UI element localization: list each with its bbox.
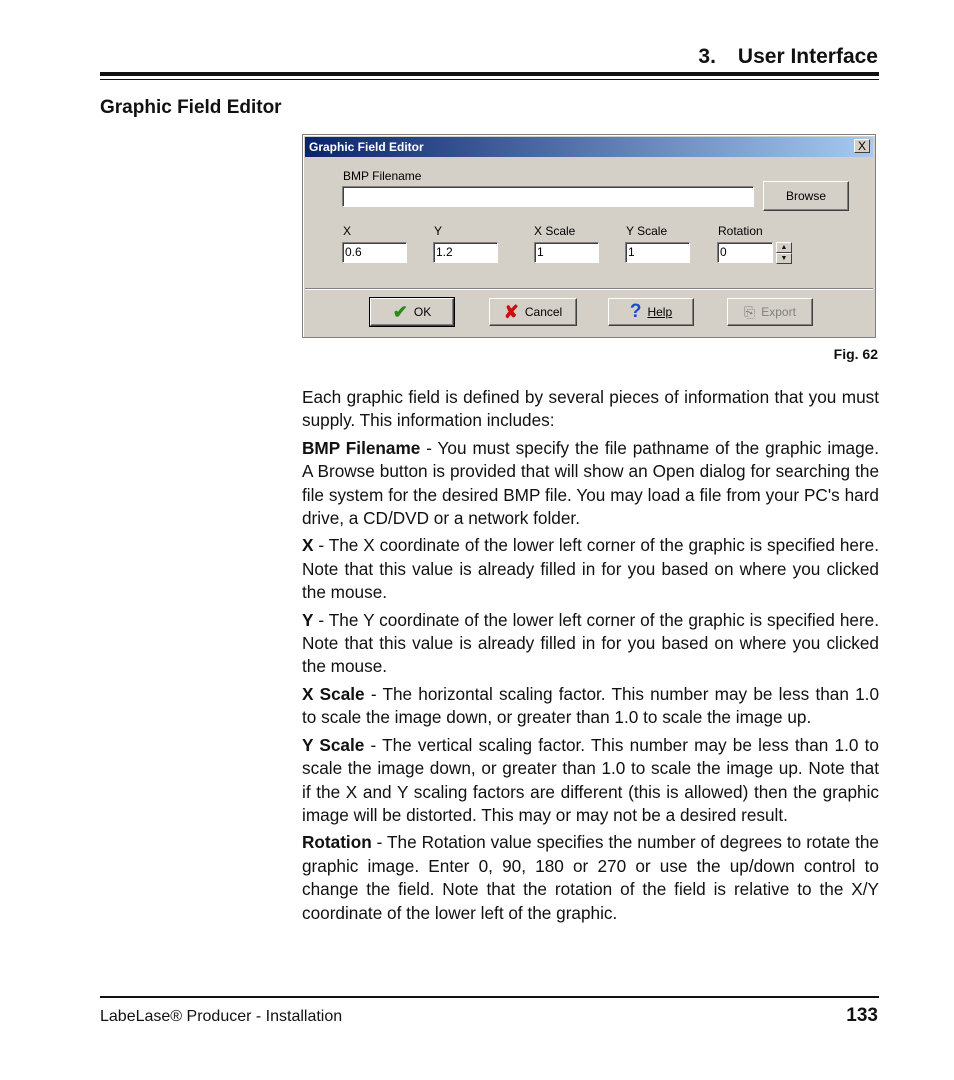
page-number: 133: [846, 1005, 878, 1026]
rotation-input[interactable]: 0: [717, 242, 773, 263]
check-icon: ✔: [392, 302, 408, 322]
y-scale-term: Y Scale: [302, 734, 365, 755]
cancel-label: Cancel: [524, 305, 563, 319]
y-label: Y: [434, 224, 443, 238]
graphic-field-editor-dialog: [302, 134, 876, 338]
x-scale-input[interactable]: 1: [534, 242, 599, 263]
close-icon: X: [857, 139, 866, 153]
y-input[interactable]: 1.2: [433, 242, 498, 263]
bmp-paragraph: [302, 437, 879, 531]
spin-down-arrow-icon[interactable]: ▼: [776, 253, 792, 264]
x-label: X: [343, 224, 352, 238]
help-button[interactable]: [608, 298, 694, 326]
intro-paragraph: Each graphic field is defined by several pieces of information that you must supply. This information includes:: [302, 387, 879, 431]
header-rule: [100, 72, 879, 76]
x-scale-description: - The horizontal scaling factor. This number may be less than 1.0 to scale the image down, or greater than 1.0 to scale the image up.: [302, 683, 880, 728]
ok-button[interactable]: [370, 298, 454, 326]
rotation-paragraph: [302, 831, 879, 925]
dialog-titlebar[interactable]: [305, 137, 873, 157]
footer-product: LabeLase® Producer - Installation: [100, 1008, 343, 1025]
body-text: [302, 386, 879, 929]
close-button[interactable]: [854, 139, 870, 153]
y-scale-label: Y Scale: [626, 224, 668, 238]
x-scale-label: X Scale: [534, 224, 576, 238]
browse-button[interactable]: [763, 181, 849, 211]
spin-up-arrow-icon[interactable]: ▲: [776, 242, 792, 253]
rotation-label: Rotation: [718, 224, 763, 238]
y-term: Y: [302, 609, 314, 630]
browse-label: Browse: [785, 189, 826, 203]
dialog-separator: [305, 288, 873, 290]
rotation-description: - The Rotation value specifies the number of degrees to rotate the graphic image. Enter 0, 90, 180 or 270 or use the up/down control to change the field. Note that the rotation of the field is relative to the X/Y coordinate of the lower left of the graphic.: [302, 832, 879, 923]
chapter-number: 3.: [698, 45, 716, 68]
y-scale-input[interactable]: 1: [625, 242, 690, 263]
y-description: - The Y coordinate of the lower left corner of the graphic is specified here. Note that this value is already filled in for you based on where you clicked the mouse.: [302, 609, 879, 677]
rotation-spinner[interactable]: [776, 242, 792, 264]
cancel-button[interactable]: [489, 298, 577, 326]
x-scale-paragraph: [302, 683, 879, 730]
x-scale-term: X Scale: [302, 683, 365, 704]
section-title: Graphic Field Editor: [100, 97, 282, 118]
export-icon: ⎘: [744, 304, 756, 320]
x-paragraph: [302, 534, 879, 604]
chapter-title: User Interface: [737, 45, 878, 68]
bmp-term: BMP Filename: [302, 437, 421, 458]
chapter-header: [698, 45, 878, 69]
y-scale-description: - The vertical scaling factor. This number may be less than 1.0 to scale the image down, or greater than 1.0 to scale the image up. Note that if the X and Y scaling factors are different (this is allowed) then the graphic image will be distorted. This may or may not be a desired result.: [302, 734, 879, 825]
cancel-x-icon: ✘: [503, 302, 519, 322]
bmp-description: - You must specify the file pathname of the graphic image. A Browse button is provided that will show an Open dialog for searching the file system for the desired BMP file. You may load a file from your PC's hard drive, a CD/DVD or a network folder.: [302, 437, 879, 529]
dialog-title: Graphic Field Editor: [309, 140, 424, 154]
x-input[interactable]: 0.6: [342, 242, 407, 263]
help-question-icon: ?: [629, 301, 642, 322]
rotation-term: Rotation: [302, 832, 372, 853]
ok-label: OK: [413, 305, 432, 319]
figure-label: Fig. 62: [833, 346, 878, 362]
x-term: X: [302, 535, 314, 556]
bmp-filename-label: BMP Filename: [343, 169, 422, 183]
y-paragraph: [302, 609, 879, 679]
x-description: - The X coordinate of the lower left corner of the graphic is specified here. Note that this value is already filled in for you based on where you clicked the mouse.: [302, 535, 879, 603]
help-label: Help: [647, 305, 673, 319]
y-scale-paragraph: [302, 734, 879, 828]
bmp-filename-input[interactable]: [342, 186, 754, 207]
export-label: Export: [761, 305, 796, 319]
footer-rule: [100, 996, 879, 998]
export-button[interactable]: [727, 298, 813, 326]
header-rule-thin: [100, 79, 879, 80]
